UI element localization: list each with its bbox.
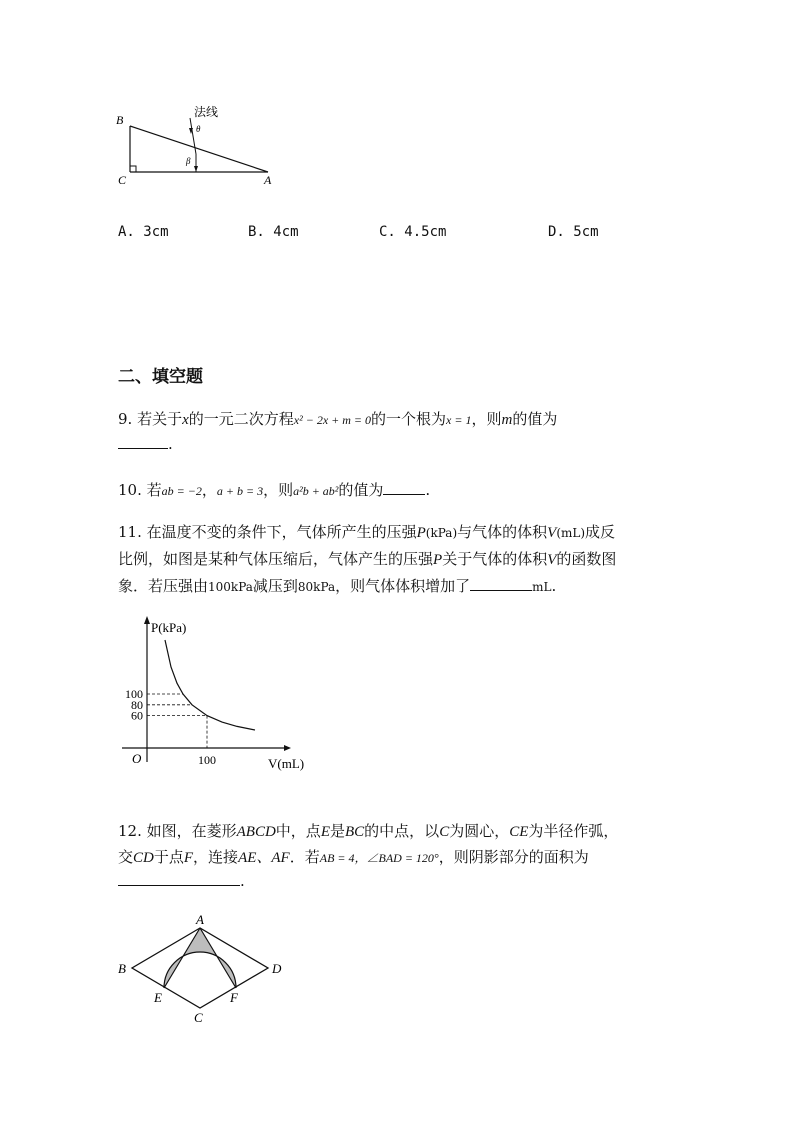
segment-af — [200, 928, 236, 988]
q11-to: 80kPa — [297, 580, 336, 594]
series-curve — [165, 640, 255, 730]
origin-label: O — [132, 751, 142, 766]
label-a: A — [264, 173, 272, 187]
q11-text3a: 象．若压强由 — [118, 577, 209, 595]
q9-text3: 的一个根为 — [371, 410, 447, 428]
q12-answer-blank[interactable] — [118, 871, 240, 886]
x-axis-label: V(mL) — [268, 756, 305, 771]
q10-line — [118, 479, 430, 500]
q9-answer-blank[interactable] — [118, 434, 168, 449]
q11-end: . — [551, 577, 557, 595]
q9-line1 — [118, 408, 557, 429]
label-b: B — [116, 113, 124, 127]
q12-text2d: ．若 — [289, 848, 320, 866]
arrow-head-icon — [194, 166, 198, 172]
label-c: C — [194, 1010, 203, 1025]
q12-end: . — [240, 872, 245, 890]
q12-bc: BC — [345, 824, 365, 840]
shaded-region — [164, 928, 236, 988]
q12-c: C — [439, 824, 450, 840]
q11-v-unit: (mL) — [556, 526, 586, 540]
q10-sep: ， — [201, 481, 217, 499]
q9-line2 — [118, 434, 173, 453]
segment-ae — [164, 928, 200, 988]
q11-p: P — [416, 525, 426, 541]
label-normal: 法线 — [194, 105, 219, 119]
q12-text2c: ，连接 — [193, 848, 239, 866]
q11-p-unit: (kPa) — [425, 526, 458, 540]
y-tick-label: 60 — [131, 708, 143, 723]
y-tick-label: 100 — [125, 687, 143, 701]
x-tick-label: 100 — [198, 753, 216, 767]
option-c[interactable]: C. 4.5cm — [379, 224, 447, 240]
label-d: D — [272, 961, 282, 976]
q10-answer-blank[interactable] — [383, 480, 425, 495]
q9-number: 9. — [118, 410, 133, 428]
y-tick-label: 80 — [131, 697, 143, 712]
q12-line3 — [118, 871, 245, 890]
q11-p2: P — [433, 552, 443, 568]
q10-text1: 若 — [146, 481, 162, 499]
q9-var-m: m — [501, 412, 513, 428]
chart-series — [165, 640, 255, 730]
q9-root: x = 1 — [446, 413, 472, 427]
q10-expr: a²b + ab² — [293, 484, 339, 498]
q12-e: E — [320, 824, 330, 840]
q12-text2e: ，则阴影部分的面积为 — [438, 848, 589, 866]
q10-cond2: a + b = 3 — [216, 484, 264, 498]
q10-text2: ，则 — [263, 481, 294, 499]
q11-text1: 11. 在温度不变的条件下，气体所产生的压强 — [118, 523, 417, 541]
q12-line1 — [118, 820, 618, 841]
section-title: 二、填空题 — [118, 367, 203, 387]
label-beta: β — [186, 156, 191, 166]
q12-text1a: 12. 如图，在菱形 — [118, 822, 237, 840]
label-f: F — [230, 990, 238, 1005]
y-axis-arrow-icon — [144, 616, 150, 624]
label-c: C — [118, 173, 127, 187]
q10-end: . — [425, 481, 431, 499]
q9-end: . — [168, 435, 173, 453]
q10-cond1: ab = −2 — [161, 484, 202, 498]
label-theta: θ — [196, 124, 201, 134]
q11-v2: V — [547, 552, 557, 568]
q12-ae-af: AE、AF — [238, 850, 290, 866]
q9-text1: 若关于 — [137, 410, 183, 428]
q12-text1d: 的中点，以 — [364, 822, 440, 840]
q11-text1c: 成反 — [585, 523, 616, 541]
q12-condition: AB = 4，∠BAD = 120° — [319, 851, 439, 865]
y-axis-label: P(kPa) — [151, 620, 187, 635]
q12-line2 — [118, 846, 589, 867]
q12-text1c: 是 — [329, 822, 345, 840]
q9-equation: x² − 2x + m = 0 — [293, 413, 372, 427]
right-angle-mark — [130, 166, 136, 172]
q11-answer-blank[interactable] — [470, 576, 532, 591]
q11-line1 — [118, 521, 615, 542]
q9-text4: ，则 — [471, 410, 502, 428]
option-a[interactable]: A. 3cm — [118, 224, 169, 240]
q11-text2c: 的函数图 — [556, 550, 617, 568]
pressure-volume-chart — [110, 612, 320, 777]
q12-text1e: 为圆心， — [449, 822, 510, 840]
q11-line2 — [118, 548, 616, 569]
label-b: B — [118, 961, 126, 976]
q11-text2b: 关于气体的体积 — [442, 550, 548, 568]
q9-var-x: x — [182, 412, 189, 428]
q12-ce: CE — [509, 824, 529, 840]
q9-text5: 的值为 — [512, 410, 558, 428]
label-a: A — [196, 912, 204, 927]
q11-text3b: 减压到 — [252, 577, 298, 595]
q11-line3 — [118, 575, 556, 596]
q9-text2: 的一元二次方程 — [188, 410, 294, 428]
label-e: E — [154, 990, 162, 1005]
q11-unit: mL — [532, 580, 552, 594]
q12-cd: CD — [133, 850, 154, 866]
q12-f: F — [183, 850, 194, 866]
q11-v: V — [547, 525, 557, 541]
x-axis-arrow-icon — [284, 745, 291, 751]
option-d[interactable]: D. 5cm — [548, 224, 599, 240]
q11-from: 100kPa — [208, 580, 253, 594]
q8-options — [118, 224, 718, 244]
chart-axes — [122, 616, 291, 762]
q8-figure — [110, 100, 290, 190]
q12-abcd: ABCD — [236, 824, 276, 840]
chart-guides — [147, 694, 207, 748]
q12-text2a: 交 — [118, 848, 134, 866]
rhombus-figure — [112, 908, 292, 1026]
q11-text1b: 与气体的体积 — [457, 523, 548, 541]
option-b[interactable]: B. 4cm — [248, 224, 299, 240]
q12-text2b: 于点 — [153, 848, 184, 866]
q11-text3c: ，则气体体积增加了 — [335, 577, 471, 595]
q11-text2a: 比例，如图是某种气体压缩后，气体产生的压强 — [118, 550, 434, 568]
q12-text1b: 中，点 — [275, 822, 321, 840]
q10-number: 10. — [118, 481, 142, 499]
q10-text3: 的值为 — [338, 481, 384, 499]
q12-text1f: 为半径作弧， — [528, 822, 619, 840]
